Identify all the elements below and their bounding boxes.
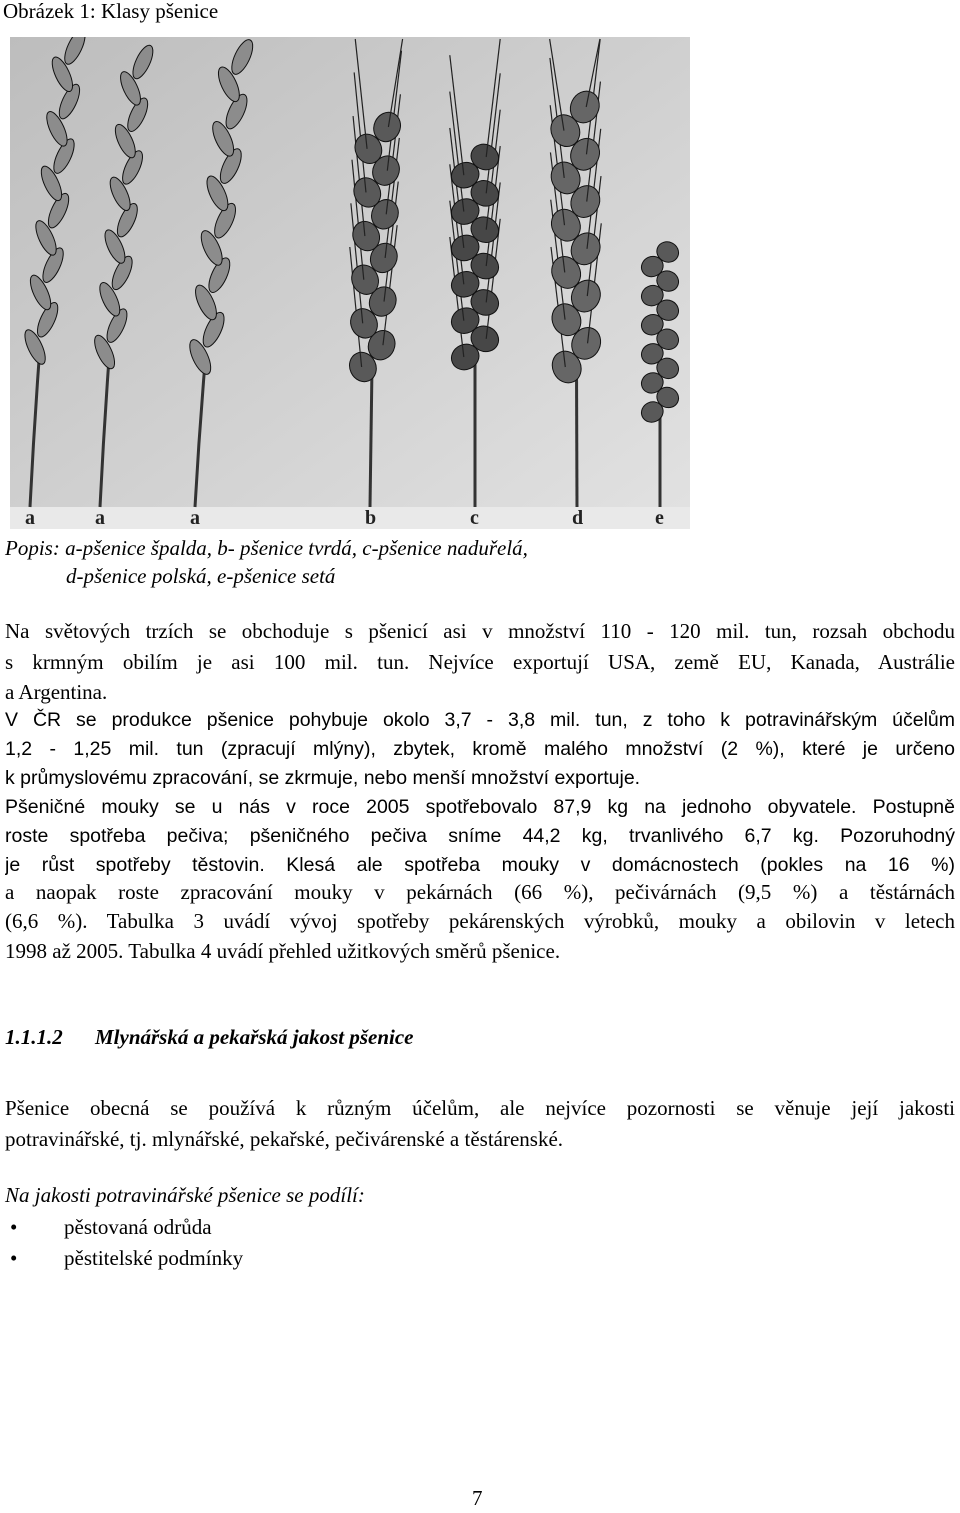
paragraph2-line-6: je růst spotřeby těstovin. Klesá ale spotřeba mouky v domácnostech (pokles na 16 %) <box>5 854 955 876</box>
list-intro: Na jakosti potravinářské pšenice se podílí: <box>5 1183 365 1207</box>
figure-label: c <box>470 507 479 529</box>
section-title: Mlynářská a pekařská jakost pšenice <box>95 1025 414 1049</box>
paragraph2-line-3: k průmyslovému zpracování, se zkrmuje, nebo menší množství exportuje. <box>5 767 641 789</box>
paragraph2-line-1: V ČR se produkce pšenice pohybuje okolo 3,7 - 3,8 mil. tun, z toho k potravinářským účelům <box>5 709 955 731</box>
paragraph2-line-5: roste spotřeba pečiva; pšeničného pečiva sníme 44,2 kg, trvanlivého 6,7 kg. Pozoruhodný <box>5 825 955 847</box>
paragraph2-line-4: Pšeničné mouky se u nás v roce 2005 spotřebovalo 87,9 kg na jednoho obyvatele. Postupně <box>5 796 955 818</box>
figure-label: e <box>655 507 664 529</box>
figure-label: a <box>25 507 35 529</box>
figure-label: a <box>190 507 200 529</box>
paragraph1-line-1: Na světových trzích se obchoduje s pšenicí asi v množství 110 - 120 mil. tun, rozsah obchodu <box>5 619 955 643</box>
figure-label: a <box>95 507 105 529</box>
page-number: 7 <box>472 1486 483 1510</box>
figure-label: d <box>572 507 584 529</box>
wheat-ears-figure <box>10 37 690 529</box>
paragraph2-line-8: (6,6 %). Tabulka 3 uvádí vývoj spotřeby pekárenských výrobků, mouky a obilovin v letech <box>5 909 955 933</box>
figure-label: b <box>365 507 377 529</box>
caption-line-2: d-pšenice polská, e-pšenice setá <box>66 564 336 588</box>
paragraph3-line-2: potravinářské, tj. mlynářské, pekařské, pečivárenské a těstárenské. <box>5 1127 564 1151</box>
section-number: 1.1.1.2 <box>5 1025 63 1049</box>
caption-line-1: Popis: a-pšenice špalda, b- pšenice tvrdá, c-pšenice naduřelá, <box>5 536 528 560</box>
figure-title: Obrázek 1: Klasy pšenice <box>3 0 219 23</box>
paragraph1-line-2: s krmným obilím je asi 100 mil. tun. Nejvíce exportují USA, země EU, Kanada, Austrálie <box>5 650 955 674</box>
bullet-icon: • <box>10 1246 18 1270</box>
list-item: pěstovaná odrůda <box>64 1215 212 1239</box>
list-item: pěstitelské podmínky <box>64 1246 244 1270</box>
paragraph1-line-3: a Argentina. <box>5 680 108 704</box>
paragraph2-line-9: 1998 až 2005. Tabulka 4 uvádí přehled užitkových směrů pšenice. <box>5 939 561 963</box>
paragraph3-line-1: Pšenice obecná se používá k různým účelům, ale nejvíce pozornosti se věnuje její jakosti <box>5 1096 955 1120</box>
section-heading <box>5 1022 414 1052</box>
paragraph2-line-2: 1,2 - 1,25 mil. tun (zpracují mlýny), zbytek, kromě malého množství (2 %), které je určeno <box>5 738 955 760</box>
bullet-icon: • <box>10 1215 18 1239</box>
paragraph2-line-7: a naopak roste zpracování mouky v pekárnách (66 %), pečivárnách (9,5 %) a těstárnách <box>5 880 955 904</box>
